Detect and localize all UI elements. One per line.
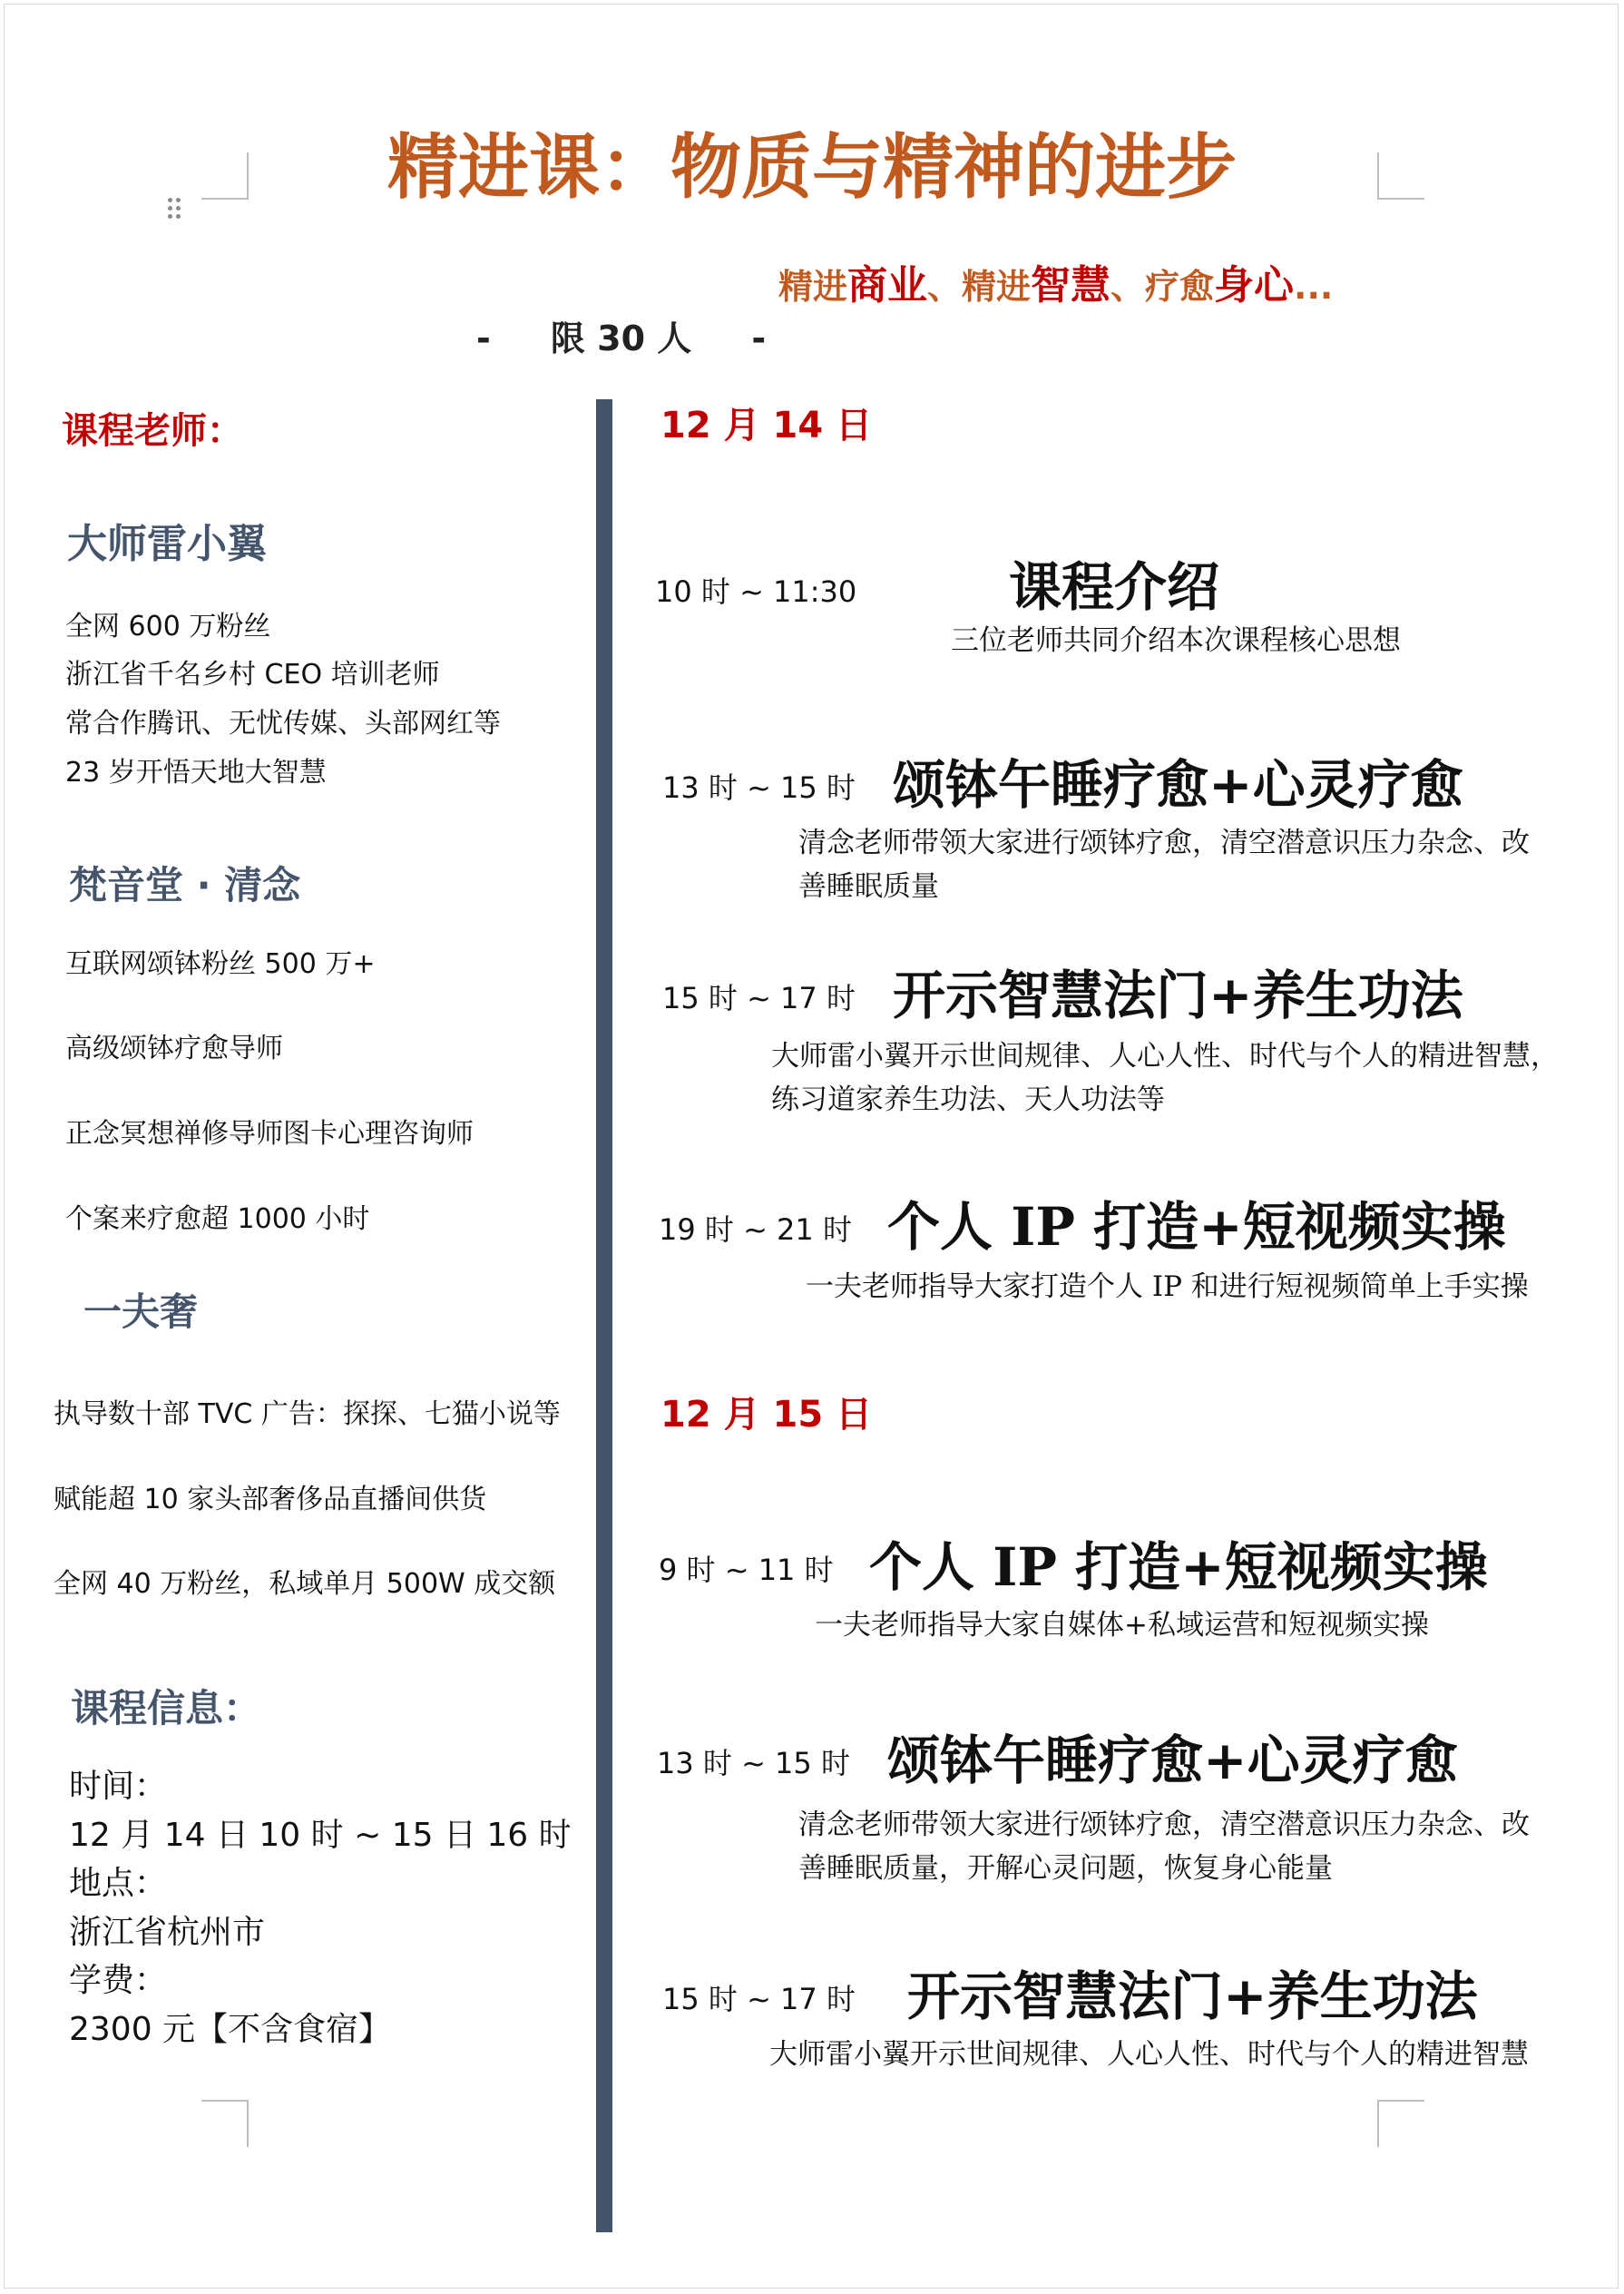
teachers-heading: 课程老师： <box>62 410 243 452</box>
teacher-detail: 赋能超 10 家头部奢侈品直播间供货 <box>54 1484 487 1515</box>
teacher-detail: 正念冥想禅修导师图卡心理咨询师 <box>65 1118 474 1150</box>
session-time: 15 时 ~ 17 时 <box>662 981 856 1015</box>
subtitle-part: 、精进 <box>927 267 1032 307</box>
teacher-detail: 23 岁开悟天地大智慧 <box>65 757 327 789</box>
subtitle-highlight: 智慧 <box>1031 262 1111 309</box>
session-time: 13 时 ~ 15 时 <box>662 770 856 805</box>
session-description: 三位老师共同介绍本次课程核心思想 <box>951 624 1401 657</box>
subtitle-part: 精进 <box>778 267 848 307</box>
teacher-name: 一夫奢 <box>83 1289 199 1334</box>
subtitle <box>778 252 1333 310</box>
course-info-heading: 课程信息： <box>71 1686 262 1730</box>
session-time: 13 时 ~ 15 时 <box>657 1746 850 1780</box>
session-title: 颂钵午睡疗愈+心灵疗愈 <box>887 1730 1458 1791</box>
teacher-name: 大师雷小翼 <box>67 521 267 567</box>
session-time: 15 时 ~ 17 时 <box>662 1982 856 2016</box>
subtitle-highlight: 商业 <box>847 262 928 309</box>
session-description: 清念老师带领大家进行颂钵疗愈，清空潜意识压力杂念、改 <box>798 1809 1530 1841</box>
teacher-detail: 浙江省千名乡村 CEO 培训老师 <box>65 659 440 691</box>
info-value: 2300 元【不含食宿】 <box>69 2011 392 2048</box>
teacher-detail: 全网 40 万粉丝，私域单月 500W 成交额 <box>54 1568 556 1600</box>
session-title: 颂钵午睡疗愈+心灵疗愈 <box>893 754 1463 816</box>
capacity-limit: - 限 30 人 - <box>476 319 767 358</box>
info-label: 时间： <box>69 1768 168 1805</box>
info-label: 学费： <box>69 1962 168 1999</box>
subtitle-part: 、疗愈 <box>1110 267 1215 307</box>
teacher-detail: 执导数十部 TVC 广告：探探、七猫小说等 <box>54 1398 561 1430</box>
teacher-detail: 常合作腾讯、无忧传媒、头部网红等 <box>65 708 501 740</box>
session-time: 10 时 ~ 11:30 <box>655 574 857 609</box>
session-description: 善睡眠质量，开解心灵问题，恢复身心能量 <box>798 1852 1333 1885</box>
teacher-detail: 全网 600 万粉丝 <box>65 611 271 642</box>
session-title: 开示智慧法门+养生功法 <box>893 965 1463 1026</box>
info-label: 地点： <box>69 1865 168 1902</box>
teacher-detail: 高级颂钵疗愈导师 <box>65 1033 283 1064</box>
session-time: 19 时 ~ 21 时 <box>659 1212 852 1247</box>
page-title: 精进课：物质与精神的进步 <box>386 126 1237 209</box>
session-title: 个人 IP 打造+短视频实操 <box>869 1536 1488 1598</box>
column-divider <box>596 399 612 2232</box>
teacher-detail: 互联网颂钵粉丝 500 万+ <box>65 948 376 980</box>
teacher-name: 梵音堂 · 清念 <box>69 863 301 907</box>
info-value: 12 月 14 日 10 时 ~ 15 日 16 时 <box>69 1817 572 1854</box>
session-time: 9 时 ~ 11 时 <box>659 1553 834 1587</box>
margin-corner-bottom-left <box>201 2100 249 2147</box>
session-title: 开示智慧法门+养生功法 <box>907 1966 1478 2027</box>
session-description: 善睡眠质量 <box>798 870 939 903</box>
subtitle-highlight: 身心 <box>1214 262 1295 309</box>
margin-corner-bottom-right <box>1377 2100 1424 2147</box>
session-description: 大师雷小翼开示世间规律、人心人性、时代与个人的精进智慧 <box>769 2038 1529 2071</box>
schedule-date: 12 月 15 日 <box>660 1394 873 1436</box>
session-title: 个人 IP 打造+短视频实操 <box>887 1196 1506 1258</box>
info-value: 浙江省杭州市 <box>69 1914 266 1951</box>
schedule-date: 12 月 14 日 <box>660 405 873 446</box>
subtitle-part: ... <box>1294 267 1334 307</box>
teacher-detail: 个案来疗愈超 1000 小时 <box>65 1203 370 1235</box>
session-description: 大师雷小翼开示世间规律、人心人性、时代与个人的精进智慧， <box>771 1040 1559 1073</box>
session-description: 练习道家养生功法、天人功法等 <box>771 1083 1165 1116</box>
session-title: 课程介绍 <box>1009 556 1220 618</box>
session-description: 清念老师带领大家进行颂钵疗愈，清空潜意识压力杂念、改 <box>798 827 1530 859</box>
session-description: 一夫老师指导大家自媒体+私域运营和短视频实操 <box>815 1609 1429 1642</box>
session-description: 一夫老师指导大家打造个人 IP 和进行短视频简单上手实操 <box>806 1270 1529 1303</box>
